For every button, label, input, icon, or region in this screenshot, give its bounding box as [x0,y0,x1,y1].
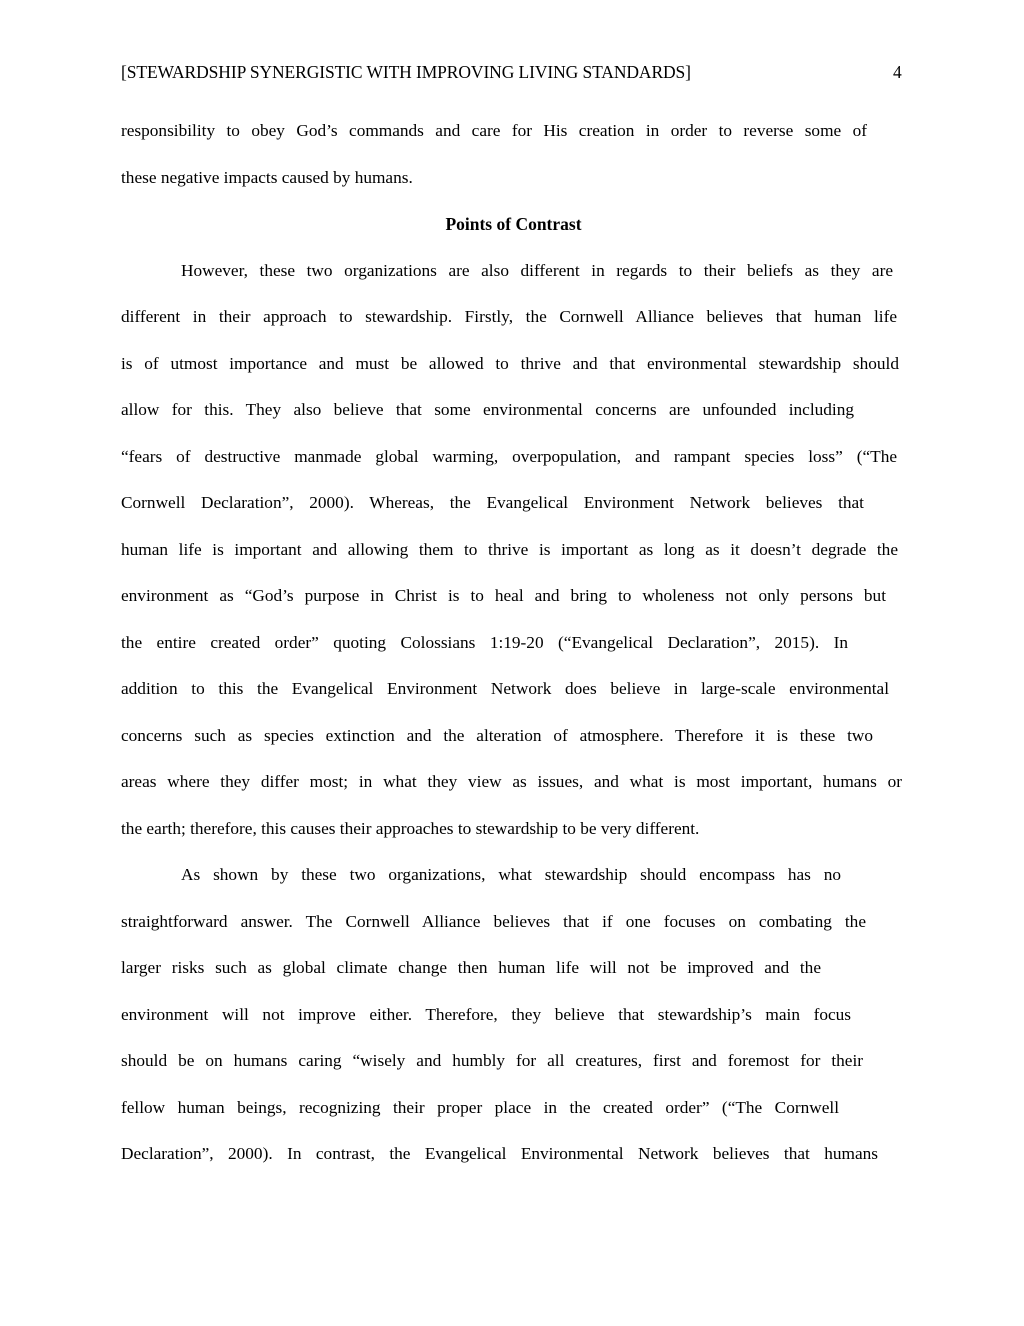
text-line: the earth; therefore, this causes their approaches to stewardship to be very different. [121,818,700,838]
continuation-paragraph [121,108,906,201]
text-line: different in their approach to stewardship. Firstly, the Cornwell Alliance believes that human life [121,307,897,326]
text-line: these negative impacts caused by humans. [121,167,413,187]
text-line: areas where they differ most; in what they view as issues, and what is most important, humans or [121,772,902,791]
text-line: fellow human beings, recognizing their proper place in the created order” (“The Cornwell [121,1097,839,1117]
text-line: environment as “God’s purpose in Christ is to heal and bring to wholeness not only persons but [121,586,886,605]
text-line: “fears of destructive manmade global warming, overpopulation, and rampant species loss” (“The [121,446,897,466]
text-line: Cornwell Declaration”, 2000). Whereas, the Evangelical Environment Network believes that [121,493,864,512]
paragraph-contrast [121,248,906,853]
text-line: allow for this. They also believe that some environmental concerns are unfounded including [121,400,854,419]
text-line: However, these two organizations are also different in regards to their beliefs as they are [181,260,893,280]
text-line: is of utmost importance and must be allowed to thrive and that environmental stewardship should [121,353,899,373]
text-line: Declaration”, 2000). In contrast, the Evangelical Environmental Network believes that humans [121,1144,878,1163]
text-line: As shown by these two organizations, what stewardship should encompass has no [181,865,841,884]
body-text [121,108,906,1178]
text-line: human life is important and allowing them to thrive is important as long as it doesn’t degrade the [121,539,898,559]
text-line: larger risks such as global climate change then human life will not be improved and the [121,958,821,977]
running-head: [STEWARDSHIP SYNERGISTIC WITH IMPROVING LIVING STANDARDS] [121,62,691,82]
section-heading: Points of Contrast [445,214,582,234]
text-line: straightforward answer. The Cornwell Alliance believes that if one focuses on combating the [121,911,866,931]
text-line: should be on humans caring “wisely and humbly for all creatures, first and foremost for their [121,1051,863,1070]
text-line: addition to this the Evangelical Environment Network does believe in large-scale environmental [121,679,889,698]
text-line: concerns such as species extinction and the alteration of atmosphere. Therefore it is these two [121,725,873,745]
text-line: the entire created order” quoting Colossians 1:19-20 (“Evangelical Declaration”, 2015). In [121,632,848,652]
text-line: environment will not improve either. Therefore, they believe that stewardship’s main focus [121,1004,851,1024]
page-number: 4 [893,62,902,82]
paragraph-stewardship [121,852,906,1178]
text-line: responsibility to obey God’s commands and care for His creation in order to reverse some of [121,121,867,140]
